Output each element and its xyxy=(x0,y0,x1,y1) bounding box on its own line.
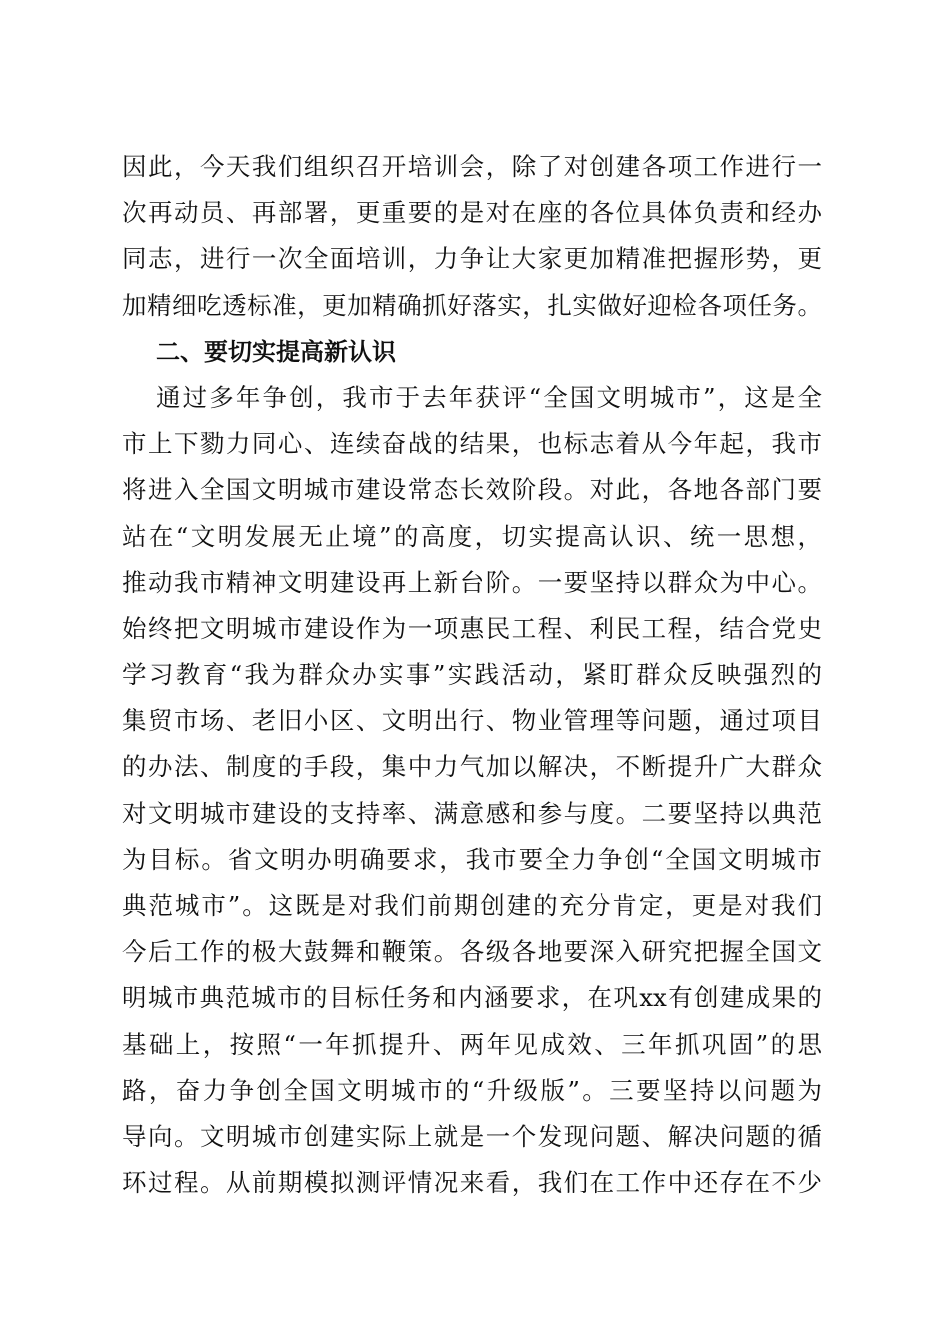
paragraph-2-line-18: 环过程。从前期模拟测评情况来看，我们在工作中还存在不少 xyxy=(122,1168,822,1198)
document-body xyxy=(122,144,822,1206)
paragraph-2-line-8: 集贸市场、老旧小区、文明出行、物业管理等问题，通过项目 xyxy=(122,706,822,736)
paragraph-2-line-14: 明城市典范城市的目标任务和内涵要求，在巩xx有创建成果的 xyxy=(122,983,822,1013)
paragraph-2-line-6: 始终把文明城市建设作为一项惠民工程、利民工程，结合党史 xyxy=(122,613,822,643)
paragraph-1-line-4: 加精细吃透标准，更加精确抓好落实，扎实做好迎检各项任务。 xyxy=(122,290,822,320)
paragraph-2-line-2: 市上下勠力同心、连续奋战的结果，也标志着从今年起，我市 xyxy=(122,429,822,459)
paragraph-2-line-9: 的办法、制度的手段，集中力气加以解决，不断提升广大群众 xyxy=(122,752,822,782)
paragraph-2-line-10: 对文明城市建设的支持率、满意感和参与度。二要坚持以典范 xyxy=(122,798,822,828)
paragraph-2-line-17: 导向。文明城市创建实际上就是一个发现问题、解决问题的循 xyxy=(122,1121,822,1151)
paragraph-2-line-11: 为目标。省文明办明确要求，我市要全力争创“全国文明城市 xyxy=(122,844,822,874)
paragraph-2-line-4: 站在“文明发展无止境”的高度，切实提高认识、统一思想， xyxy=(122,521,822,551)
paragraph-2-line-5: 推动我市精神文明建设再上新台阶。一要坚持以群众为中心。 xyxy=(122,567,822,597)
paragraph-2-line-3: 将进入全国文明城市建设常态长效阶段。对此，各地各部门要 xyxy=(122,475,822,505)
paragraph-2-line-12: 典范城市”。这既是对我们前期创建的充分肯定，更是对我们 xyxy=(122,891,822,920)
paragraph-2-line-15: 基础上，按照“一年抓提升、两年见成效、三年抓巩固”的思 xyxy=(122,1029,822,1059)
paragraph-1 xyxy=(122,144,822,329)
paragraph-2 xyxy=(122,375,822,1206)
paragraph-2-line-7: 学习教育“我为群众办实事”实践活动，紧盯群众反映强烈的 xyxy=(122,660,822,690)
paragraph-2-line-1: 通过多年争创，我市于去年获评“全国文明城市”，这是全 xyxy=(156,382,822,412)
paragraph-2-line-13: 今后工作的极大鼓舞和鞭策。各级各地要深入研究把握全国文 xyxy=(122,937,822,967)
paragraph-2-line-16: 路，奋力争创全国文明城市的“升级版”。三要坚持以问题为 xyxy=(122,1075,822,1105)
paragraph-1-line-3: 同志，进行一次全面培训，力争让大家更加精准把握形势，更 xyxy=(122,244,822,274)
paragraph-1-line-2: 次再动员、再部署，更重要的是对在座的各位具体负责和经办 xyxy=(122,198,822,228)
paragraph-1-line-1: 因此，今天我们组织召开培训会，除了对创建各项工作进行一 xyxy=(122,152,822,181)
section-heading: 二、要切实提高新认识 xyxy=(156,337,396,366)
